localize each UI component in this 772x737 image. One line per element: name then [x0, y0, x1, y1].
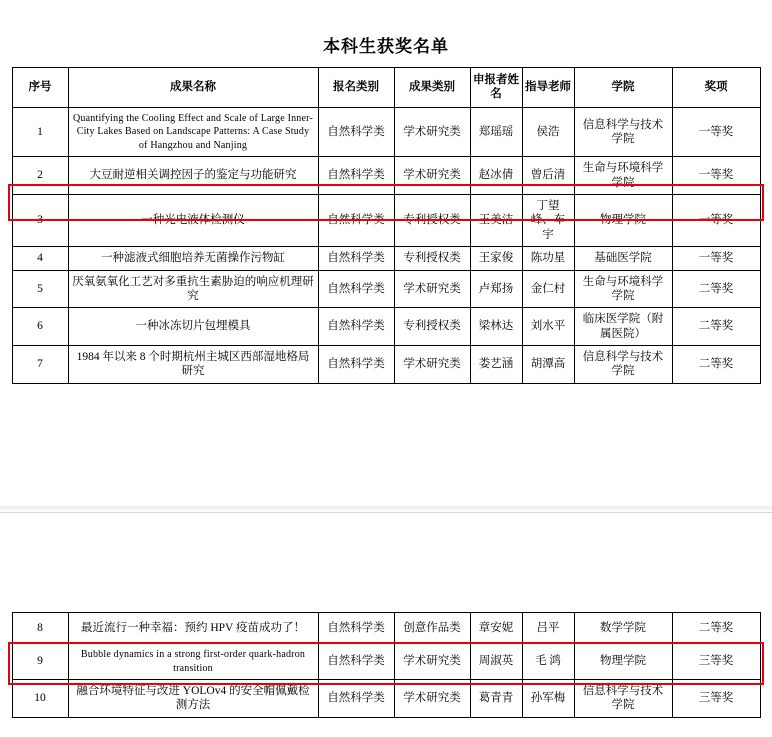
table-row: [12, 680, 760, 718]
cell-award: 一等奖: [672, 157, 760, 195]
table-row: [12, 107, 760, 157]
cell-category: 自然科学类: [318, 613, 394, 644]
column-header-applicant: 申报者姓名: [470, 68, 522, 108]
cell-supervisor: 孙军梅: [522, 680, 574, 718]
cell-college: 临床医学院（附属医院）: [574, 308, 672, 346]
column-header-supervisor: 指导老师: [522, 68, 574, 108]
cell-award: 二等奖: [672, 613, 760, 644]
cell-name: 最近流行一种幸福：预约 HPV 疫苗成功了！: [68, 613, 318, 644]
cell-type: 学术研究类: [394, 270, 470, 308]
cell-supervisor: 陈功星: [522, 247, 574, 270]
cell-college: 信息科学与技术学院: [574, 346, 672, 384]
cell-applicant: 葛青青: [470, 680, 522, 718]
cell-college: 生命与环境科学学院: [574, 157, 672, 195]
cell-type: 学术研究类: [394, 107, 470, 157]
cell-seq: 7: [12, 346, 68, 384]
cell-seq: 2: [12, 157, 68, 195]
cell-category: 自然科学类: [318, 680, 394, 718]
cell-supervisor: 毛 鸿: [522, 644, 574, 680]
cell-college: 物理学院: [574, 644, 672, 680]
cell-applicant: 梁林达: [470, 308, 522, 346]
cell-seq: 8: [12, 613, 68, 644]
table-row: [12, 195, 760, 247]
column-header-college: 学院: [574, 68, 672, 108]
table-row: [12, 247, 760, 270]
column-header-award: 奖项: [672, 68, 760, 108]
cell-seq: 5: [12, 270, 68, 308]
cell-category: 自然科学类: [318, 346, 394, 384]
cell-type: 创意作品类: [394, 613, 470, 644]
cell-applicant: 王家俊: [470, 247, 522, 270]
table-header: [12, 68, 760, 108]
table-row: [12, 613, 760, 644]
cell-name: 厌氧氨氧化工艺对多重抗生素胁迫的响应机理研究: [68, 270, 318, 308]
cell-supervisor: 侯浩: [522, 107, 574, 157]
cell-award: 一等奖: [672, 247, 760, 270]
cell-award: 一等奖: [672, 195, 760, 247]
cell-name: 一种冰冻切片包埋模具: [68, 308, 318, 346]
cell-supervisor: 刘水平: [522, 308, 574, 346]
column-header-name: 成果名称: [68, 68, 318, 108]
page-title: 本科生获奖名单: [323, 37, 449, 56]
cell-applicant: 章安妮: [470, 613, 522, 644]
cell-seq: 9: [12, 644, 68, 680]
cell-seq: 6: [12, 308, 68, 346]
cell-supervisor: 胡潭高: [522, 346, 574, 384]
cell-name: 融合环境特征与改进 YOLOv4 的安全帽佩戴检测方法: [68, 680, 318, 718]
cell-seq: 3: [12, 195, 68, 247]
cell-seq: 1: [12, 107, 68, 157]
cell-college: 基础医学院: [574, 247, 672, 270]
table-body-part1: [12, 107, 760, 383]
cell-type: 学术研究类: [394, 680, 470, 718]
cell-name: 1984 年以来 8 个时期杭州主城区西部湿地格局研究: [68, 346, 318, 384]
cell-award: 三等奖: [672, 680, 760, 718]
cell-category: 自然科学类: [318, 247, 394, 270]
cell-seq: 10: [12, 680, 68, 718]
cell-college: 物理学院: [574, 195, 672, 247]
cell-award: 一等奖: [672, 107, 760, 157]
cell-supervisor: 丁望峰、车宇: [522, 195, 574, 247]
award-table-part2: [12, 612, 761, 718]
cell-supervisor: 吕平: [522, 613, 574, 644]
table-row: [12, 644, 760, 680]
cell-award: 二等奖: [672, 308, 760, 346]
cell-supervisor: 金仁村: [522, 270, 574, 308]
table-header-row: [12, 68, 760, 108]
cell-applicant: 娄艺涵: [470, 346, 522, 384]
column-header-seq: 序号: [12, 68, 68, 108]
cell-category: 自然科学类: [318, 270, 394, 308]
cell-category: 自然科学类: [318, 195, 394, 247]
table-row: [12, 308, 760, 346]
cell-applicant: 周淑英: [470, 644, 522, 680]
cell-award: 三等奖: [672, 644, 760, 680]
cell-type: 专利授权类: [394, 247, 470, 270]
column-header-category: 报名类别: [318, 68, 394, 108]
cell-type: 专利授权类: [394, 195, 470, 247]
cell-type: 学术研究类: [394, 157, 470, 195]
column-header-type: 成果类别: [394, 68, 470, 108]
cell-applicant: 王美洁: [470, 195, 522, 247]
cell-type: 学术研究类: [394, 346, 470, 384]
cell-seq: 4: [12, 247, 68, 270]
table-body-part2: [12, 613, 760, 718]
cell-type: 专利授权类: [394, 308, 470, 346]
table-row: [12, 157, 760, 195]
cell-category: 自然科学类: [318, 157, 394, 195]
cell-applicant: 赵冰倩: [470, 157, 522, 195]
cell-category: 自然科学类: [318, 644, 394, 680]
cell-award: 二等奖: [672, 346, 760, 384]
cell-category: 自然科学类: [318, 107, 394, 157]
page-break-line: [0, 512, 772, 513]
cell-supervisor: 曾后清: [522, 157, 574, 195]
cell-applicant: 郑瑶瑶: [470, 107, 522, 157]
table-row: [12, 270, 760, 308]
cell-applicant: 卢郑扬: [470, 270, 522, 308]
cell-award: 二等奖: [672, 270, 760, 308]
cell-name: 一种滤液式细胞培养无菌操作污物缸: [68, 247, 318, 270]
cell-college: 生命与环境科学学院: [574, 270, 672, 308]
cell-college: 信息科学与技术学院: [574, 680, 672, 718]
cell-category: 自然科学类: [318, 308, 394, 346]
cell-name: Quantifying the Cooling Effect and Scale of Large Inner-City Lakes Based on Landscape Patterns: A Case Study of Hangzhou and Nanjing: [68, 107, 318, 157]
table-row: [12, 346, 760, 384]
cell-name: 一种光电液体检测仪: [68, 195, 318, 247]
award-table-part1: [12, 67, 761, 384]
cell-type: 学术研究类: [394, 644, 470, 680]
award-table-continued-section: [0, 612, 772, 718]
cell-college: 信息科学与技术学院: [574, 107, 672, 157]
cell-name: 大豆耐逆相关调控因子的鉴定与功能研究: [68, 157, 318, 195]
cell-college: 数学学院: [574, 613, 672, 644]
cell-name: Bubble dynamics in a strong first-order quark-hadron transition: [68, 644, 318, 680]
